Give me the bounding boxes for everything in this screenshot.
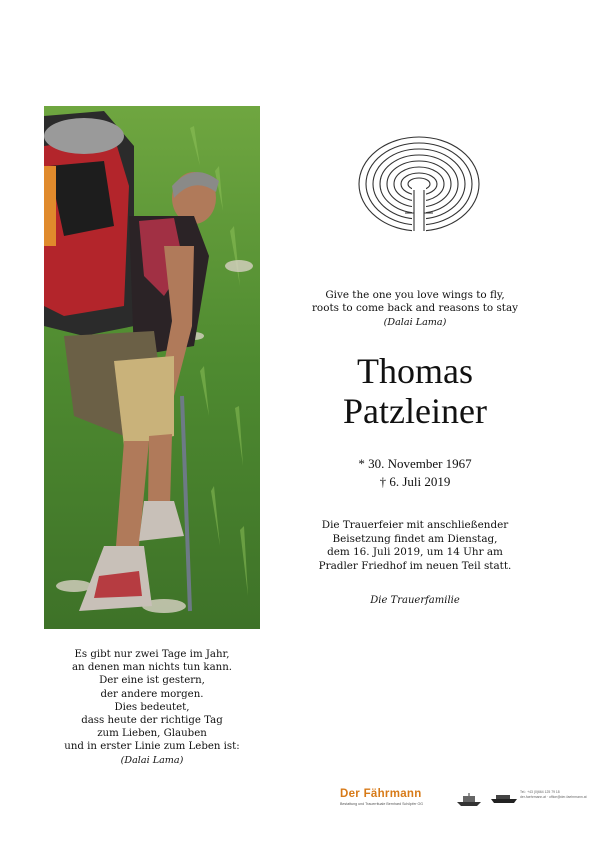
quote-source: (Dalai Lama) xyxy=(383,316,447,328)
poem-line: dass heute der richtige Tag xyxy=(81,715,223,727)
labyrinth-icon xyxy=(357,133,481,239)
funeral-line: dem 16. Juli 2019, um 14 Uhr am xyxy=(327,546,503,559)
poem-line: und in erster Linie zum Leben ist: xyxy=(64,741,240,753)
life-dates xyxy=(290,455,540,491)
first-name: Thomas xyxy=(357,351,473,391)
contact-web: der-faehrmann.at · office@der-faehrmann.at xyxy=(520,795,587,799)
funeral-line: Die Trauerfeier mit anschließender xyxy=(321,519,509,531)
opening-quote xyxy=(290,289,540,329)
funeral-line: Pradler Friedhof im neuen Teil statt. xyxy=(318,559,512,572)
poem-line: zum Lieben, Glauben xyxy=(97,728,207,740)
death-date: † 6. Juli 2019 xyxy=(379,474,451,489)
funeral-announcement xyxy=(290,519,540,573)
funeral-home-subtitle: Bestattung und Trauerrituale Bernhard Schöpfer OG xyxy=(340,802,424,806)
poem-line: der andere morgen. xyxy=(100,688,204,700)
contact-info xyxy=(520,790,587,800)
family-signoff: Die Trauerfamilie xyxy=(370,595,460,606)
memorial-photo xyxy=(44,106,260,629)
poem-line: an denen man nichts tun kann. xyxy=(71,662,233,674)
ferry-icon xyxy=(490,794,518,804)
quote-line: roots to come back and reasons to stay xyxy=(311,302,519,315)
quote-line: Give the one you love wings to fly, xyxy=(325,289,505,301)
funeral-line: Beisetzung findet am Dienstag, xyxy=(332,532,498,545)
poem-source: (Dalai Lama) xyxy=(120,754,184,766)
poem-line: Dies bedeutet, xyxy=(114,701,190,713)
funeral-home-logo: Der Fährmann xyxy=(340,788,422,800)
poem-line: Der eine ist gestern, xyxy=(99,675,205,687)
birth-date: * 30. November 1967 xyxy=(358,456,472,471)
contact-phone: Tel.: +43 (0)664 125 79 18 xyxy=(520,790,560,794)
funeral-home-footer xyxy=(340,788,587,814)
boat-icon xyxy=(455,793,483,807)
poem-line: Es gibt nur zwei Tage im Jahr, xyxy=(74,649,230,660)
poem xyxy=(44,648,260,767)
last-name: Patzleiner xyxy=(343,391,487,431)
deceased-name xyxy=(290,351,540,431)
